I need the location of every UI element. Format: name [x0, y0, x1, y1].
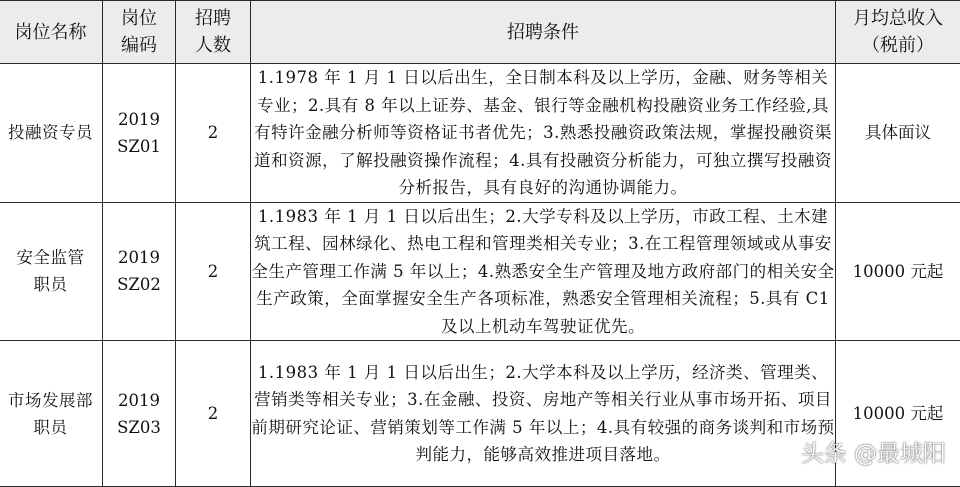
header-headcount: 招聘人数 [176, 1, 251, 64]
position-code-cell: 2019 SZ02 [103, 202, 176, 341]
header-position-name: 岗位名称 [0, 1, 103, 64]
salary-cell: 10000 元起 [836, 341, 960, 487]
header-row [0, 1, 960, 64]
header-requirements: 招聘条件 [251, 1, 836, 64]
source-watermark: 头条 @最城阳 [801, 435, 946, 468]
salary-cell: 10000 元起 [836, 202, 960, 341]
position-code-cell: 2019 SZ03 [103, 341, 176, 487]
table-row [0, 202, 960, 341]
salary-cell: 具体面议 [836, 64, 960, 203]
requirements-cell: 1.1983 年 1 月 1 日以后出生；2.大学专科及以上学历，市政工程、土木建筑工程、园林绿化、热电工程和管理类相关专业；3.在工程管理领域或从事安全生产管理工作满 5 年以上；4.熟悉安全生产管理及地方政府部门的相关安全生产政策，全面掌握安全生产各项标准，熟悉安全管理相关流程；5.具有 C1 及以上机动车驾驶证优先。 [251, 202, 836, 341]
position-name-cell: 市场发展部职员 [0, 341, 103, 487]
headcount-cell: 2 [176, 341, 251, 487]
position-name-cell: 投融资专员 [0, 64, 103, 203]
requirements-cell: 1.1978 年 1 月 1 日以后出生，全日制本科及以上学历，金融、财务等相关专业；2.具有 8 年以上证券、基金、银行等金融机构投融资业务工作经验,具有特许金融分析师等资格证书者优先；3.熟悉投融资政策法规，掌握投融资渠道和资源，了解投融资操作流程；4.具有投融资分析能力，可独立撰写投融资分析报告，具有良好的沟通协调能力。 [251, 64, 836, 203]
headcount-cell: 2 [176, 64, 251, 203]
position-name-cell: 安全监管职员 [0, 202, 103, 341]
headcount-cell: 2 [176, 202, 251, 341]
position-code-cell: 2019 SZ01 [103, 64, 176, 203]
header-position-code: 岗位编码 [103, 1, 176, 64]
header-salary: 月均总收入（税前） [836, 1, 960, 64]
table-row [0, 64, 960, 203]
requirements-cell: 1.1983 年 1 月 1 日以后出生；2.大学本科及以上学历，经济类、管理类、营销类等相关专业；3.在金融、投资、房地产等相关行业从事市场开拓、项目前期研究论证、营销策划等工作满 5 年以上；4.具有较强的商务谈判和市场预判能力，能够高效推进项目落地。 [251, 341, 836, 487]
